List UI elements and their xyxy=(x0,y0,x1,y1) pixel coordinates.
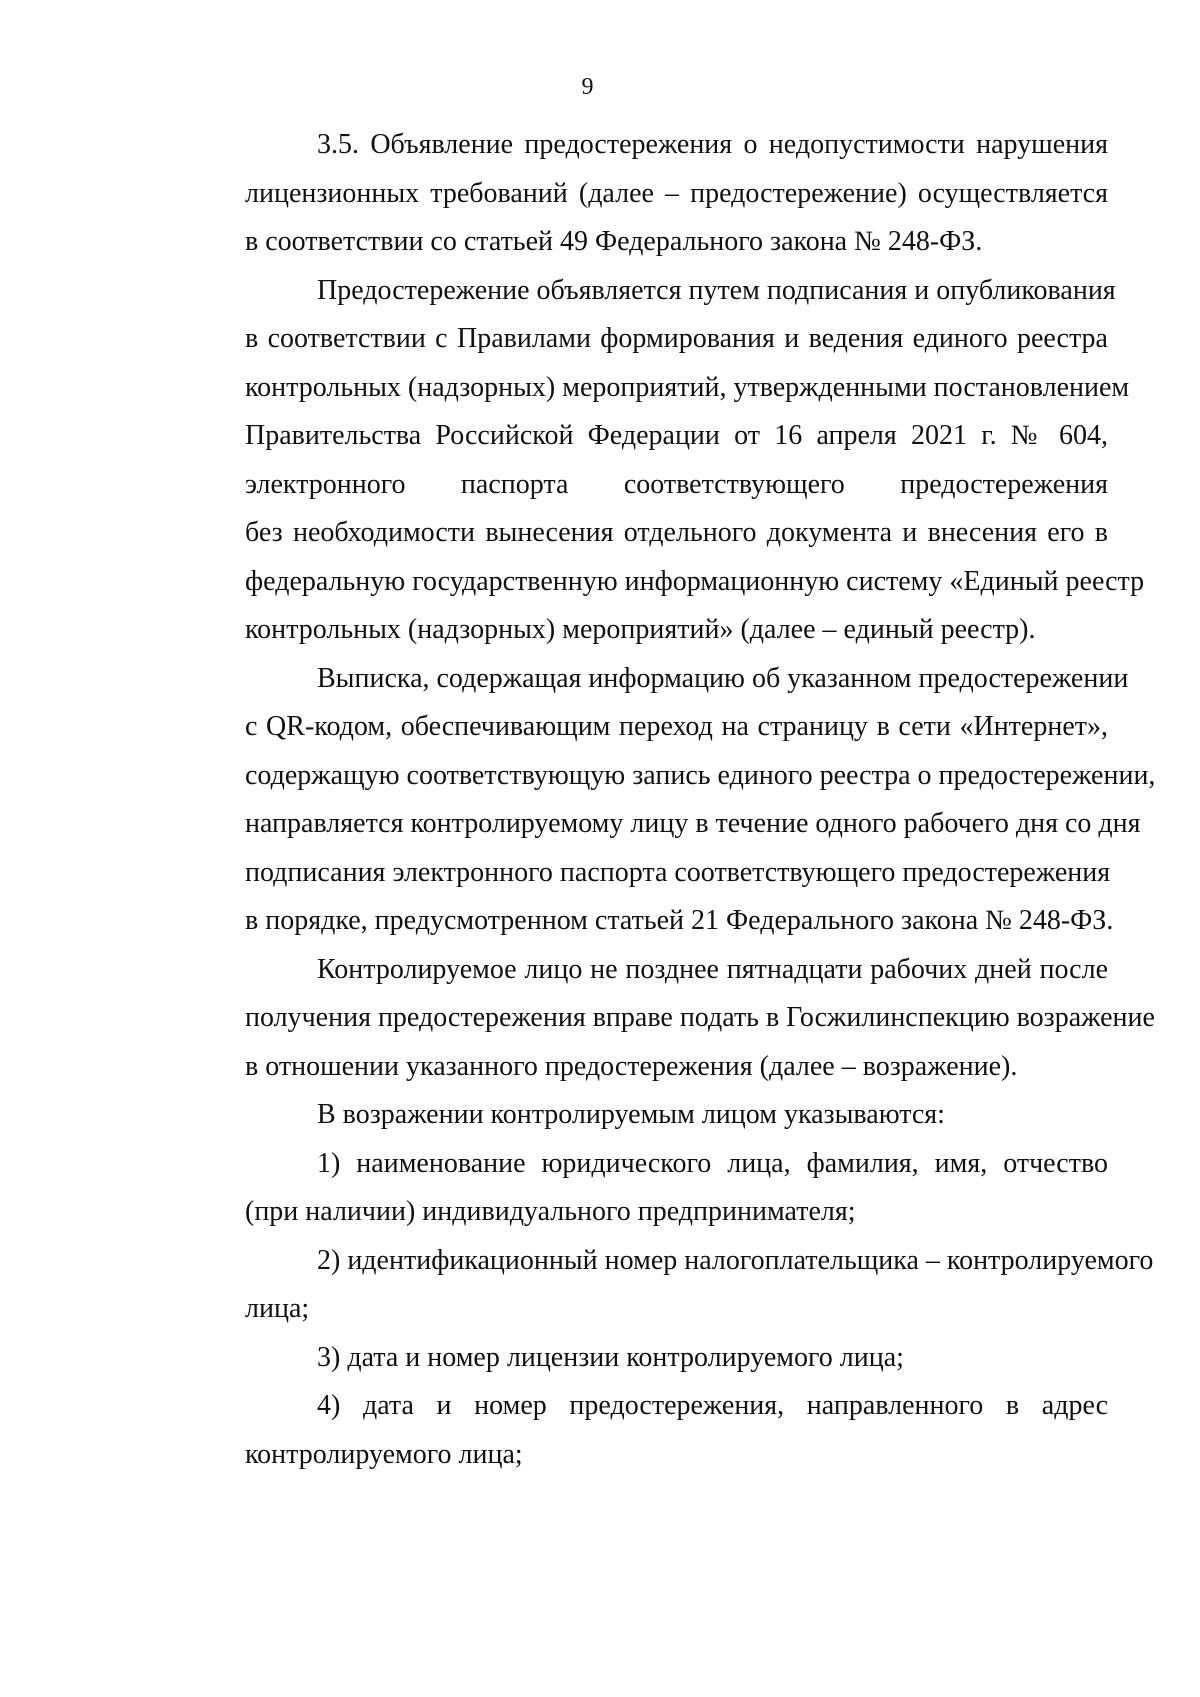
paragraph-extract xyxy=(173,655,1156,946)
paragraph-warning-announcement xyxy=(173,267,1145,655)
text-line: 3) дата и номер лицензии контролируемого лица; xyxy=(317,1341,904,1373)
text-line: в отношении указанного предостережения (далее – возражение). xyxy=(245,1050,1018,1082)
paragraph-3-5 xyxy=(173,121,1108,267)
text-line: Предостережение объявляется путем подписания и опубликования xyxy=(317,274,1116,306)
text-line: в соответствии со статьей 49 Федерального закона № 248-ФЗ. xyxy=(245,226,983,257)
text-line: содержащую соответствующую запись единого реестра о предостережении, xyxy=(245,759,1156,791)
text-line: электронного паспорта соответствующего предостережения xyxy=(245,468,1108,500)
text-line: контролируемого лица; xyxy=(245,1438,523,1470)
paragraph-objection xyxy=(173,946,1155,1092)
text-line: 4) дата и номер предостережения, направленного в адрес xyxy=(317,1390,1108,1421)
text-line: контрольных (надзорных) мероприятий, утвержденными постановлением xyxy=(245,371,1130,403)
text-line: 1) наименование юридического лица, фамилия, имя, отчество xyxy=(317,1147,1108,1179)
document-body xyxy=(173,121,1156,1479)
text-line: федеральную государственную информационную систему «Единый реестр xyxy=(245,565,1145,597)
text-line: подписания электронного паспорта соответствующего предостережения xyxy=(245,856,1111,888)
text-line: получения предостережения вправе подать в Госжилинспекцию возражение xyxy=(245,1002,1155,1033)
text-line: Контролируемое лицо не позднее пятнадцати рабочих дней после xyxy=(317,953,1108,985)
text-line: Выписка, содержащая информацию об указанном предостережении xyxy=(317,662,1129,694)
list-item-3 xyxy=(173,1334,1108,1383)
text-line: в соответствии с Правилами формирования и ведения единого реестра xyxy=(245,323,1108,354)
page-number: 9 xyxy=(581,74,594,100)
text-line: контрольных (надзорных) мероприятий» (далее – единый реестр). xyxy=(245,614,1036,645)
text-line: лицензионных требований (далее – предостережение) осуществляется xyxy=(245,177,1108,209)
list-item-4 xyxy=(173,1382,1108,1479)
text-line: в порядке, предусмотренном статьей 21 Федерального закона № 248-ФЗ. xyxy=(245,905,1114,936)
text-line: направляется контролируемому лицу в течение одного рабочего дня со дня xyxy=(245,808,1141,839)
list-item-2 xyxy=(173,1237,1154,1334)
text-line: без необходимости вынесения отдельного документа и внесения его в xyxy=(245,517,1108,548)
paragraph-objection-contents xyxy=(173,1091,1108,1140)
text-line: Правительства Российской Федерации от 16 апреля 2021 г. № 604, xyxy=(245,420,1108,451)
text-line: (при наличии) индивидуального предпринимателя; xyxy=(245,1196,856,1227)
list-item-1 xyxy=(173,1140,1108,1237)
text-line: 3.5. Объявление предостережения о недопустимости нарушения xyxy=(317,129,1108,160)
text-line: В возражении контролируемым лицом указываются: xyxy=(317,1099,945,1130)
text-line: с QR-кодом, обеспечивающим переход на страницу в сети «Интернет», xyxy=(245,711,1108,742)
text-line: лица; xyxy=(245,1293,310,1324)
text-line: 2) идентификационный номер налогоплательщика – контролируемого xyxy=(317,1244,1154,1276)
